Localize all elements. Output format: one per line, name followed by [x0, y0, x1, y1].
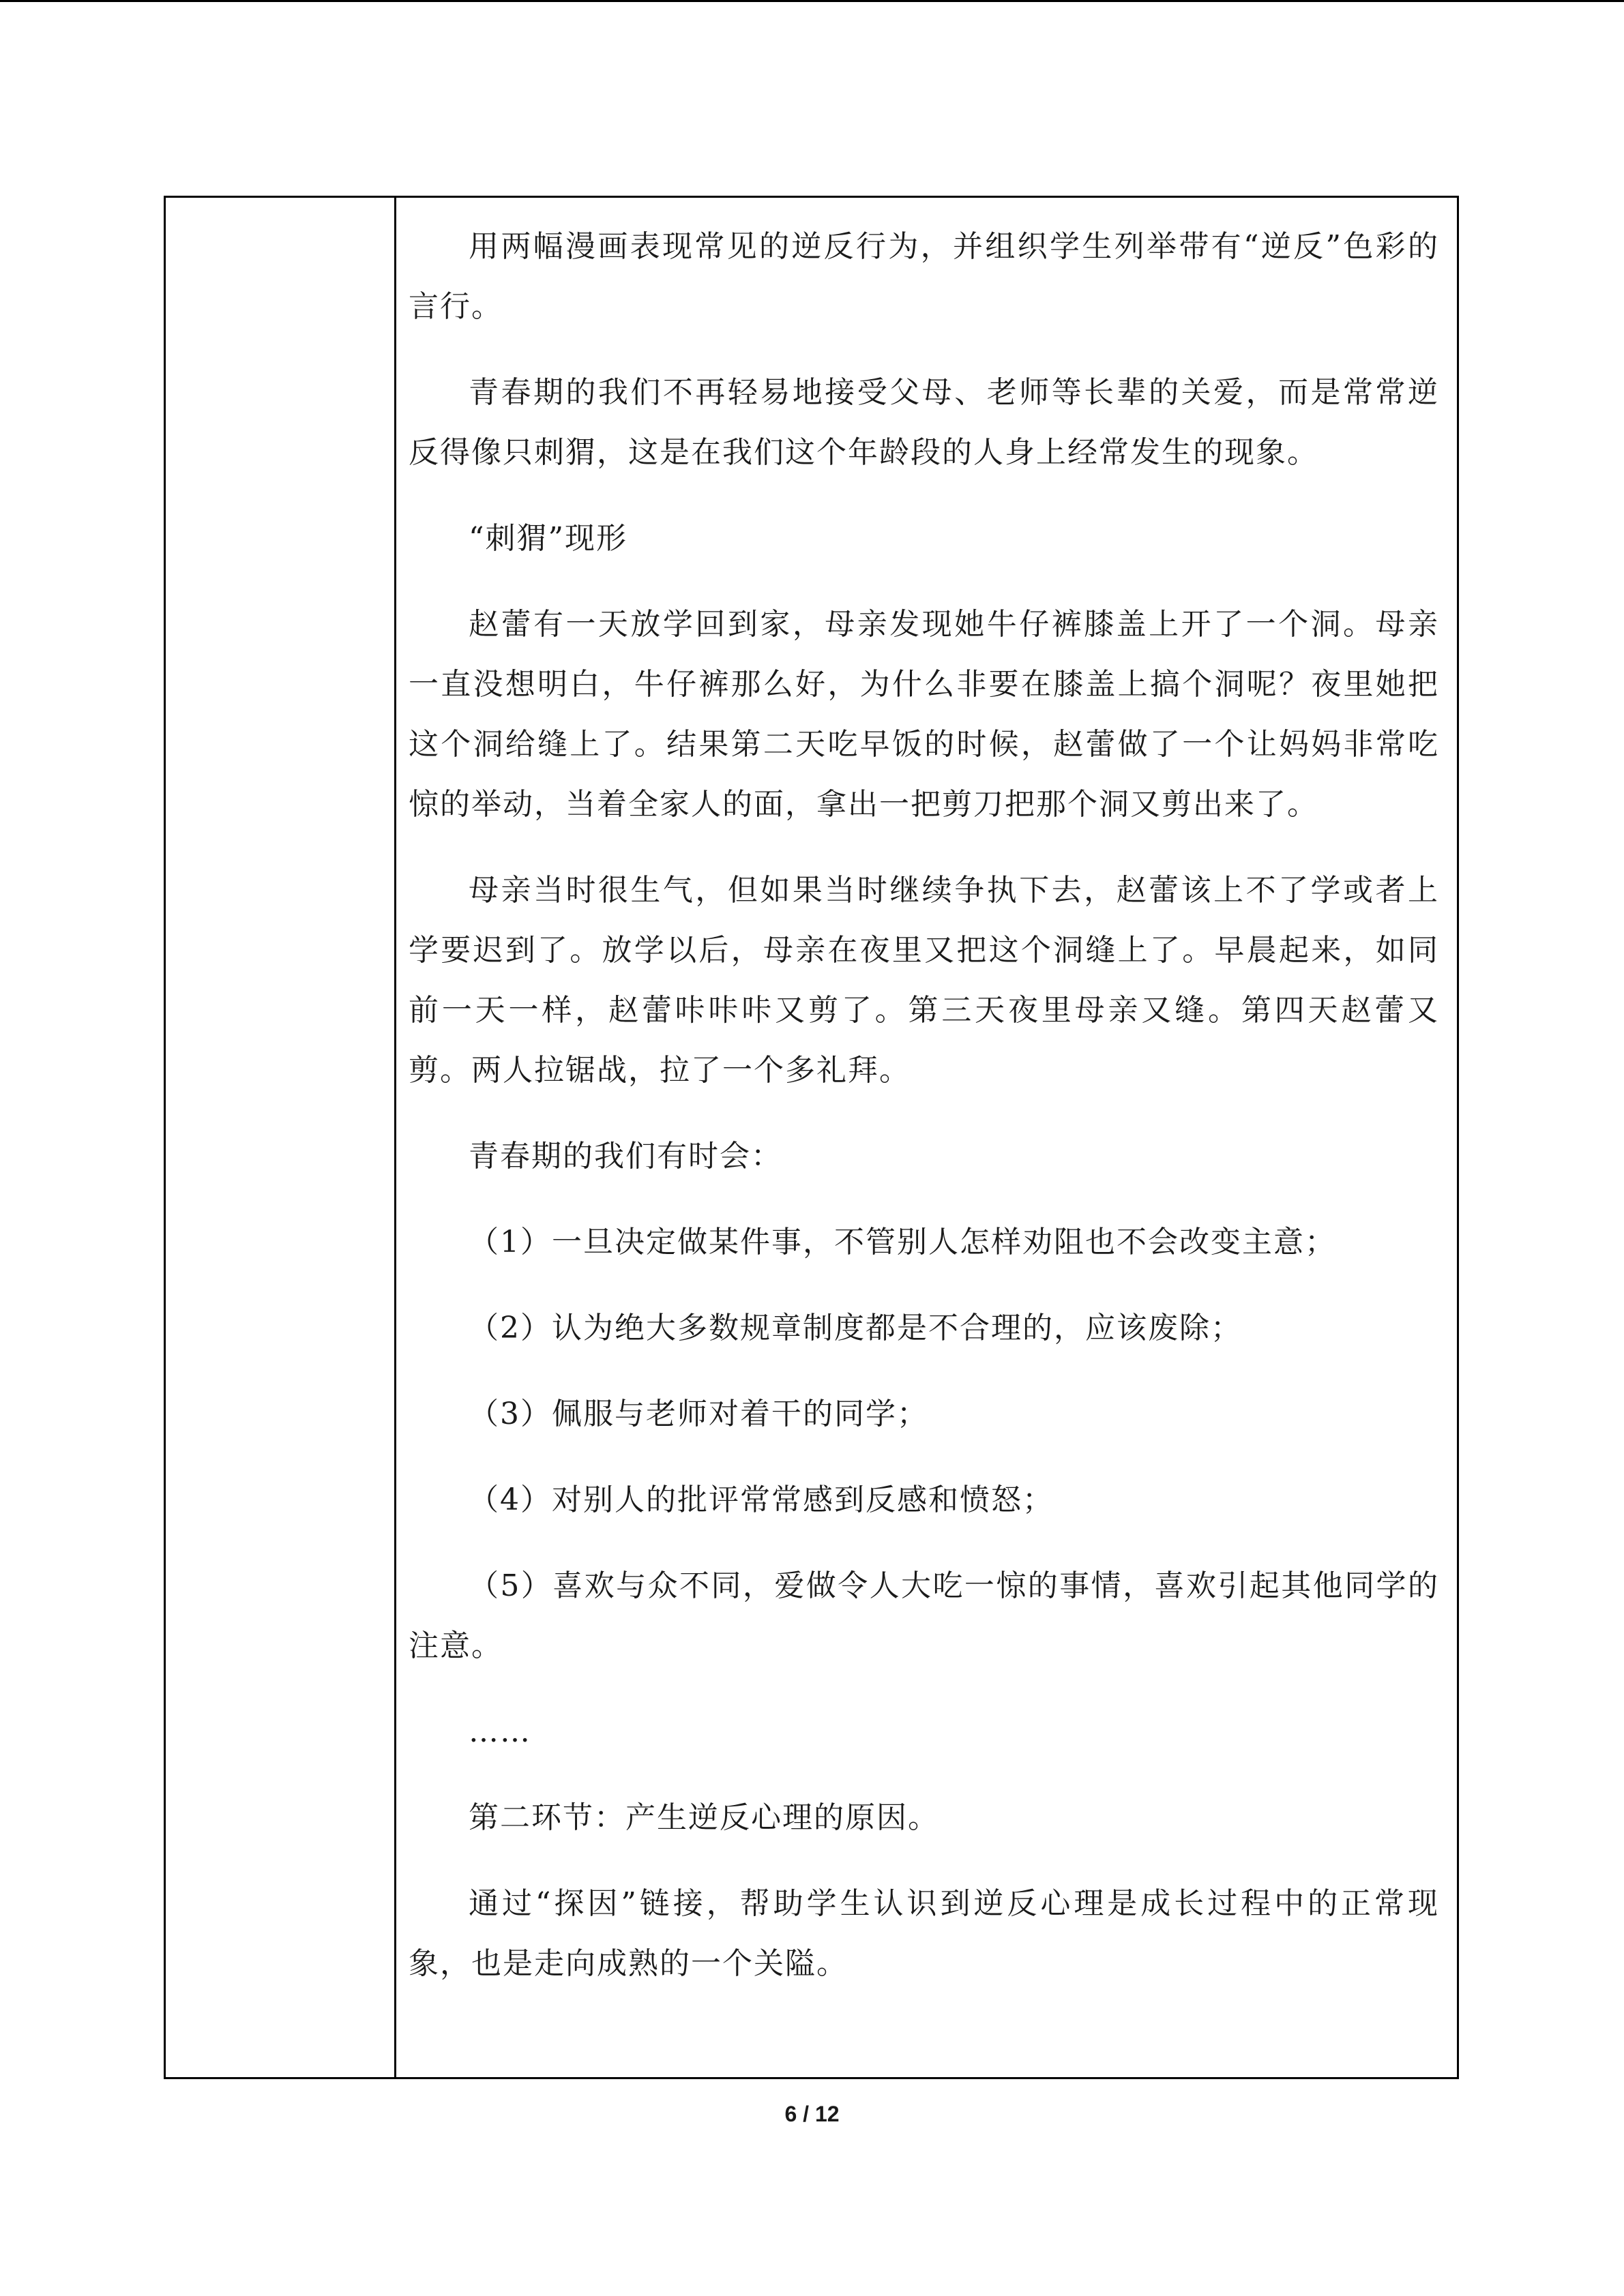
paragraph-story-part-1: 赵蕾有一天放学回到家，母亲发现她牛仔裤膝盖上开了一个洞。母亲一直没想明白，牛仔裤那么好，为什么非要在膝盖上搞个洞呢？夜里她把这个洞给缝上了。结果第二天吃早饭的时候，赵蕾做了一个让妈妈非常吃惊的举动，当着全家人的面，拿出一把剪刀把那个洞又剪出来了。	[409, 607, 1439, 822]
ellipsis: ……	[469, 1714, 531, 1749]
paragraph-comic-intro: 用两幅漫画表现常见的逆反行为，并组织学生列举带有“逆反”色彩的言行。	[409, 229, 1439, 324]
list-item-2: （2）认为绝大多数规章制度都是不合理的，应该废除；	[469, 1311, 1242, 1345]
paragraph-step-2-description: 通过“探因”链接，帮助学生认识到逆反心理是成长过程中的正常现象，也是走向成熟的一个关隘。	[409, 1886, 1439, 1981]
list-item-1: （1）一旦决定做某件事，不管别人怎样劝阻也不会改变主意；	[469, 1225, 1336, 1259]
list-item-3: （3）佩服与老师对着干的同学；	[469, 1397, 928, 1431]
page-number: 6 / 12	[784, 2102, 840, 2126]
lesson-plan-table	[164, 196, 1459, 2079]
section-heading-hedgehog: “刺猬”现形	[469, 521, 628, 556]
paragraph-list-intro: 青春期的我们有时会：	[469, 1139, 782, 1174]
list-item-5: （5）喜欢与众不同，爱做令人大吃一惊的事情，喜欢引起其他同学的注意。	[409, 1568, 1439, 1663]
paragraph-adolescence-hedgehog: 青春期的我们不再轻易地接受父母、老师等长辈的关爱，而是常常逆反得像只刺猬，这是在我们这个年龄段的人身上经常发生的现象。	[409, 375, 1439, 470]
table-left-cell	[166, 198, 396, 2077]
section-heading-step-2: 第二环节：产生逆反心理的原因。	[469, 1800, 939, 1835]
table-content-cell	[396, 198, 1457, 2077]
paragraph-story-part-2: 母亲当时很生气，但如果当时继续争执下去，赵蕾该上不了学或者上学要迟到了。放学以后，母亲在夜里又把这个洞缝上了。早晨起来，如同前一天一样，赵蕾咔咔咔又剪了。第三天夜里母亲又缝。第四天赵蕾又剪。两人拉锯战，拉了一个多礼拜。	[409, 873, 1439, 1088]
page-top-border	[0, 0, 1624, 2]
list-item-4: （4）对别人的批评常常感到反感和愤怒；	[469, 1482, 1054, 1517]
